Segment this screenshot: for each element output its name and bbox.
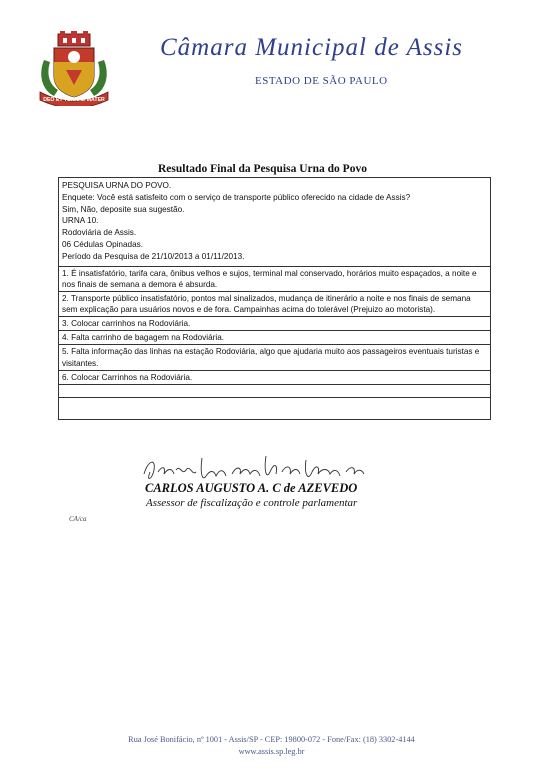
response-row: 5. Falta informação das linhas na estação Rodoviária, algo que ajudaria muito aos passageiros eventuais turistas e visitantes. <box>59 345 490 370</box>
header-line: Sim, Não, deposite sua sugestão. <box>62 204 185 214</box>
response-row: 6. Colocar Carrinhos na Rodoviária. <box>59 371 490 385</box>
empty-row <box>59 385 490 398</box>
header-line: 06 Cédulas Opinadas. <box>62 239 144 249</box>
signatory-name: CARLOS AUGUSTO A. C de AZEVEDO <box>145 481 358 495</box>
response-row: 3. Colocar carrinhos na Rodoviária. <box>59 317 490 331</box>
header-line: Rodoviária de Assis. <box>62 228 137 238</box>
footer-website: www.assis.sp.leg.br <box>238 747 305 756</box>
response-row: 4. Falta carrinho de bagagem na Rodoviária. <box>59 331 490 345</box>
header-line: Enquete: Você está satisfeito com o serviço de transporte público oferecido na cidade de Assis? <box>62 192 411 202</box>
chamber-title: Câmara Municipal de Assis <box>160 34 464 61</box>
response-row: 1. É insatisfatório, tarifa cara, ônibus velhos e sujos, terminal mal conservado, horários muito espaçados, a noite e nos finais de semana a demora é absurda. <box>59 267 490 292</box>
crest-motto-text: DEO ET TERRAE MATER <box>43 97 105 103</box>
response-row: 2. Transporte público insatisfatório, pontos mal sinalizados, mudança de itinerário a noite e nos finais de semana sem explicação para usuários novos e de fora. Campainhas acima do tolerável (Prejuizo ao motorista). <box>59 292 490 317</box>
header-line: PESQUISA URNA DO POVO. <box>62 181 172 190</box>
signatory-role: Assessor de fiscalização e controle parlamentar <box>146 497 358 509</box>
document-initials: CA/ca <box>69 515 87 523</box>
header-line: URNA 10. <box>62 216 99 226</box>
survey-header-block <box>59 178 490 267</box>
survey-results-table <box>58 177 491 420</box>
footer-address: Rua José Bonifácio, nº 1001 - Assis/SP - CEP: 19800-072 - Fone/Fax: (18) 3302-4144 <box>128 735 415 744</box>
coat-of-arms-logo <box>36 30 112 106</box>
state-subtitle: ESTADO DE SÃO PAULO <box>255 75 388 87</box>
header-line: Período da Pesquisa de 21/10/2013 a 01/11/2013. <box>62 251 245 261</box>
document-title: Resultado Final da Pesquisa Urna do Povo <box>158 163 367 175</box>
